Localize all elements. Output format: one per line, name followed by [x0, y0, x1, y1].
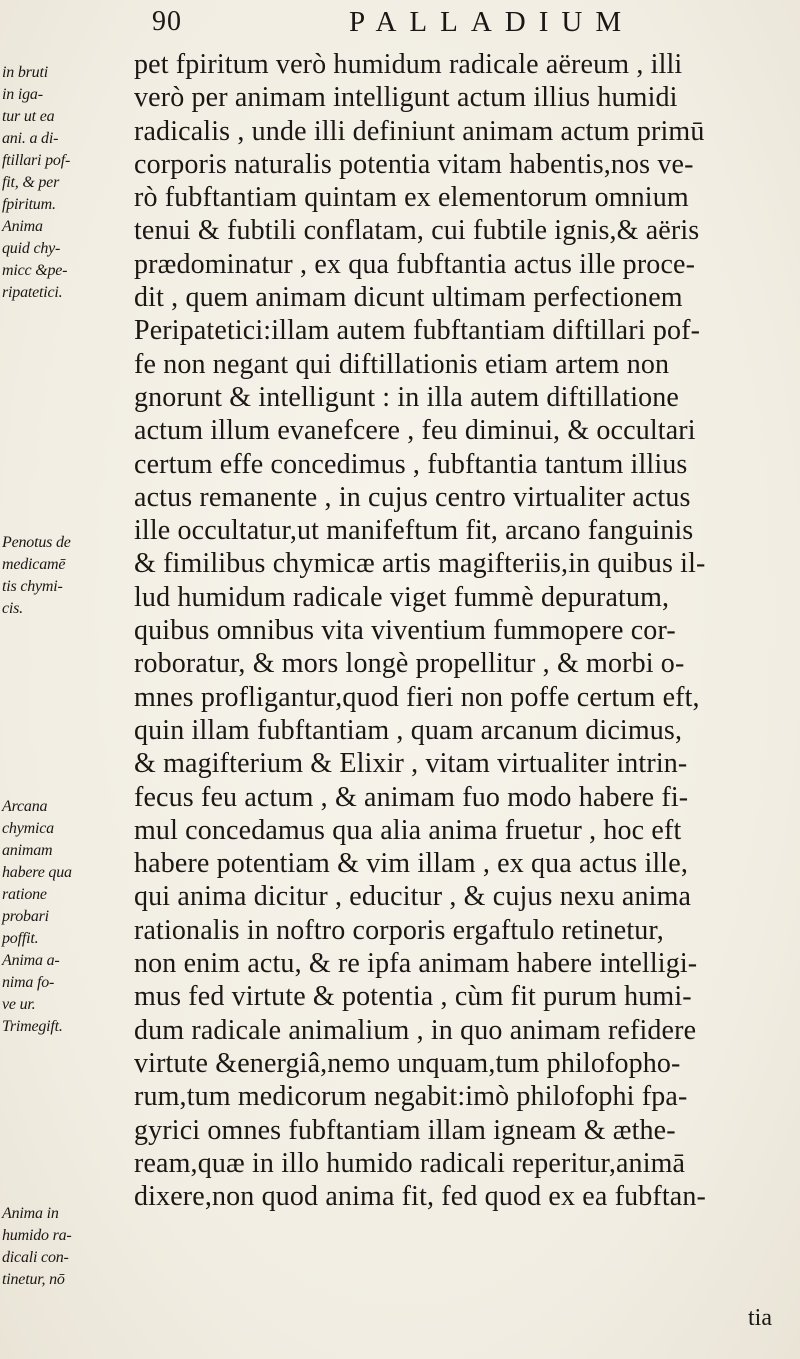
- margin-note-line: chymica: [2, 820, 54, 837]
- text-line: habere potentiam & vim illam , ex qua actus ille,: [134, 848, 688, 880]
- text-line: virtute &energiâ,nemo unquam,tum philofopho-: [134, 1047, 681, 1079]
- text-line: gnorunt & intelligunt : in illa autem diftillatione: [134, 381, 680, 413]
- text-line: non enim actu, & re ipfa animam habere intelligi-: [134, 948, 698, 980]
- margin-note-line: animam: [2, 842, 53, 859]
- margin-note-line: probari: [2, 908, 49, 925]
- text-line: gyrici omnes fubftantiam illam igneam & æthe-: [134, 1114, 676, 1146]
- margin-note-line: tinetur, nō: [2, 1271, 65, 1288]
- text-line: fe non negant qui diftillationis etiam artem non: [134, 348, 670, 380]
- margin-note-line: dicali con-: [2, 1249, 69, 1266]
- running-head: PALLADIUM: [349, 6, 635, 38]
- margin-note-line: cis.: [2, 600, 23, 617]
- text-line: quin illam fubftantiam , quam arcanum dicimus,: [134, 714, 683, 746]
- text-line: actum illum evanefcere , feu diminui, & occultari: [134, 415, 696, 447]
- margin-note-line: habere qua: [2, 864, 72, 881]
- text-line: fecus feu actum , & animam fuo modo habere fi-: [134, 781, 689, 813]
- margin-note-line: ripatetici.: [2, 284, 63, 301]
- margin-note-line: in iga-: [2, 86, 43, 103]
- text-line: quibus omnibus vita viventium fummopere cor-: [134, 615, 676, 647]
- margin-note-line: tis chymi-: [2, 578, 63, 595]
- margin-note-line: Anima a-: [2, 952, 60, 969]
- margin-note-line: Anima: [2, 218, 43, 235]
- margin-note-1: [2, 62, 124, 304]
- text-line: certum effe concedimus , fubftantia tantum illius: [134, 448, 688, 480]
- text-line: lud humidum radicale viget fummè depuratum,: [134, 581, 670, 613]
- text-line: qui anima dicitur , educitur , & cujus nexu anima: [134, 881, 692, 913]
- text-line: actus remanente , in cujus centro virtualiter actus: [134, 481, 691, 513]
- main-text-block: [134, 48, 786, 1213]
- text-line: rationalis in noftro corporis ergaftulo retinetur,: [134, 914, 664, 946]
- text-line: dixere,non quod anima fit, fed quod ex ea fubftan-: [134, 1181, 706, 1213]
- text-line: prædominatur , ex qua fubftantia actus ille proce-: [134, 248, 696, 280]
- text-line: & fimilibus chymicæ artis magifteriis,in quibus il-: [134, 548, 706, 580]
- text-line: radicalis , unde illi definiunt animam actum primū: [134, 115, 705, 147]
- margin-note-line: ve ur.: [2, 996, 36, 1013]
- margin-note-line: Penotus de: [2, 534, 71, 551]
- margin-note-3: [2, 796, 124, 1038]
- text-line: rò fubftantiam quintam ex elementorum omnium: [134, 182, 689, 214]
- margin-note-4: [2, 1203, 124, 1291]
- margin-note-line: quid chy-: [2, 240, 61, 257]
- margin-note-line: humido ra-: [2, 1227, 72, 1244]
- page-number: 90: [152, 6, 182, 37]
- margin-note-line: in bruti: [2, 64, 48, 81]
- margin-note-2: [2, 532, 124, 620]
- margin-note-line: ani. a di-: [2, 130, 59, 147]
- text-line: mus fed virtute & potentia , cùm fit purum humi-: [134, 981, 692, 1013]
- margin-note-line: ftillari pof-: [2, 152, 71, 169]
- text-line: dit , quem animam dicunt ultimam perfectionem: [134, 282, 683, 314]
- text-line: verò per animam intelligunt actum illius humidi: [134, 82, 678, 114]
- text-line: Peripatetici:illam autem fubftantiam diftillari pof-: [134, 315, 701, 347]
- text-line: dum radicale animalium , in quo animam refidere: [134, 1014, 697, 1046]
- margin-note-line: medicamē: [2, 556, 66, 573]
- margin-note-line: Anima in: [2, 1205, 59, 1222]
- text-line: tenui & fubtili conflatam, cui fubtile ignis,& aëris: [134, 215, 700, 247]
- text-line: mnes profligantur,quod fieri non poffe certum eft,: [134, 681, 700, 713]
- text-line: pet fpiritum verò humidum radicale aëreum , illi: [134, 49, 683, 80]
- margin-note-line: tur ut ea: [2, 108, 55, 125]
- text-line: & magifterium & Elixir , vitam virtualiter intrin-: [134, 748, 688, 780]
- text-line: corporis naturalis potentia vitam habentis,nos ve-: [134, 148, 694, 180]
- margin-note-line: nima fo-: [2, 974, 55, 991]
- margin-note-line: ratione: [2, 886, 47, 903]
- text-line: ream,quæ in illo humido radicali reperitur,animā: [134, 1147, 686, 1179]
- catchword: tia: [748, 1305, 772, 1331]
- margin-note-line: fit, & per: [2, 174, 60, 191]
- text-line: ille occultatur,ut manifeftum fit, arcano fanguinis: [134, 515, 694, 547]
- text-line: roboratur, & mors longè propellitur , & morbi o-: [134, 648, 685, 680]
- margin-note-line: fpiritum.: [2, 196, 56, 213]
- margin-note-line: poffit.: [2, 930, 39, 947]
- margin-note-line: Trimegift.: [2, 1018, 63, 1035]
- margin-note-line: micc &pe-: [2, 262, 68, 279]
- text-line: rum,tum medicorum negabit:imò philofophi fpa-: [134, 1081, 688, 1113]
- margin-note-line: Arcana: [2, 798, 48, 815]
- text-line: mul concedamus qua alia anima fruetur , hoc eft: [134, 814, 682, 846]
